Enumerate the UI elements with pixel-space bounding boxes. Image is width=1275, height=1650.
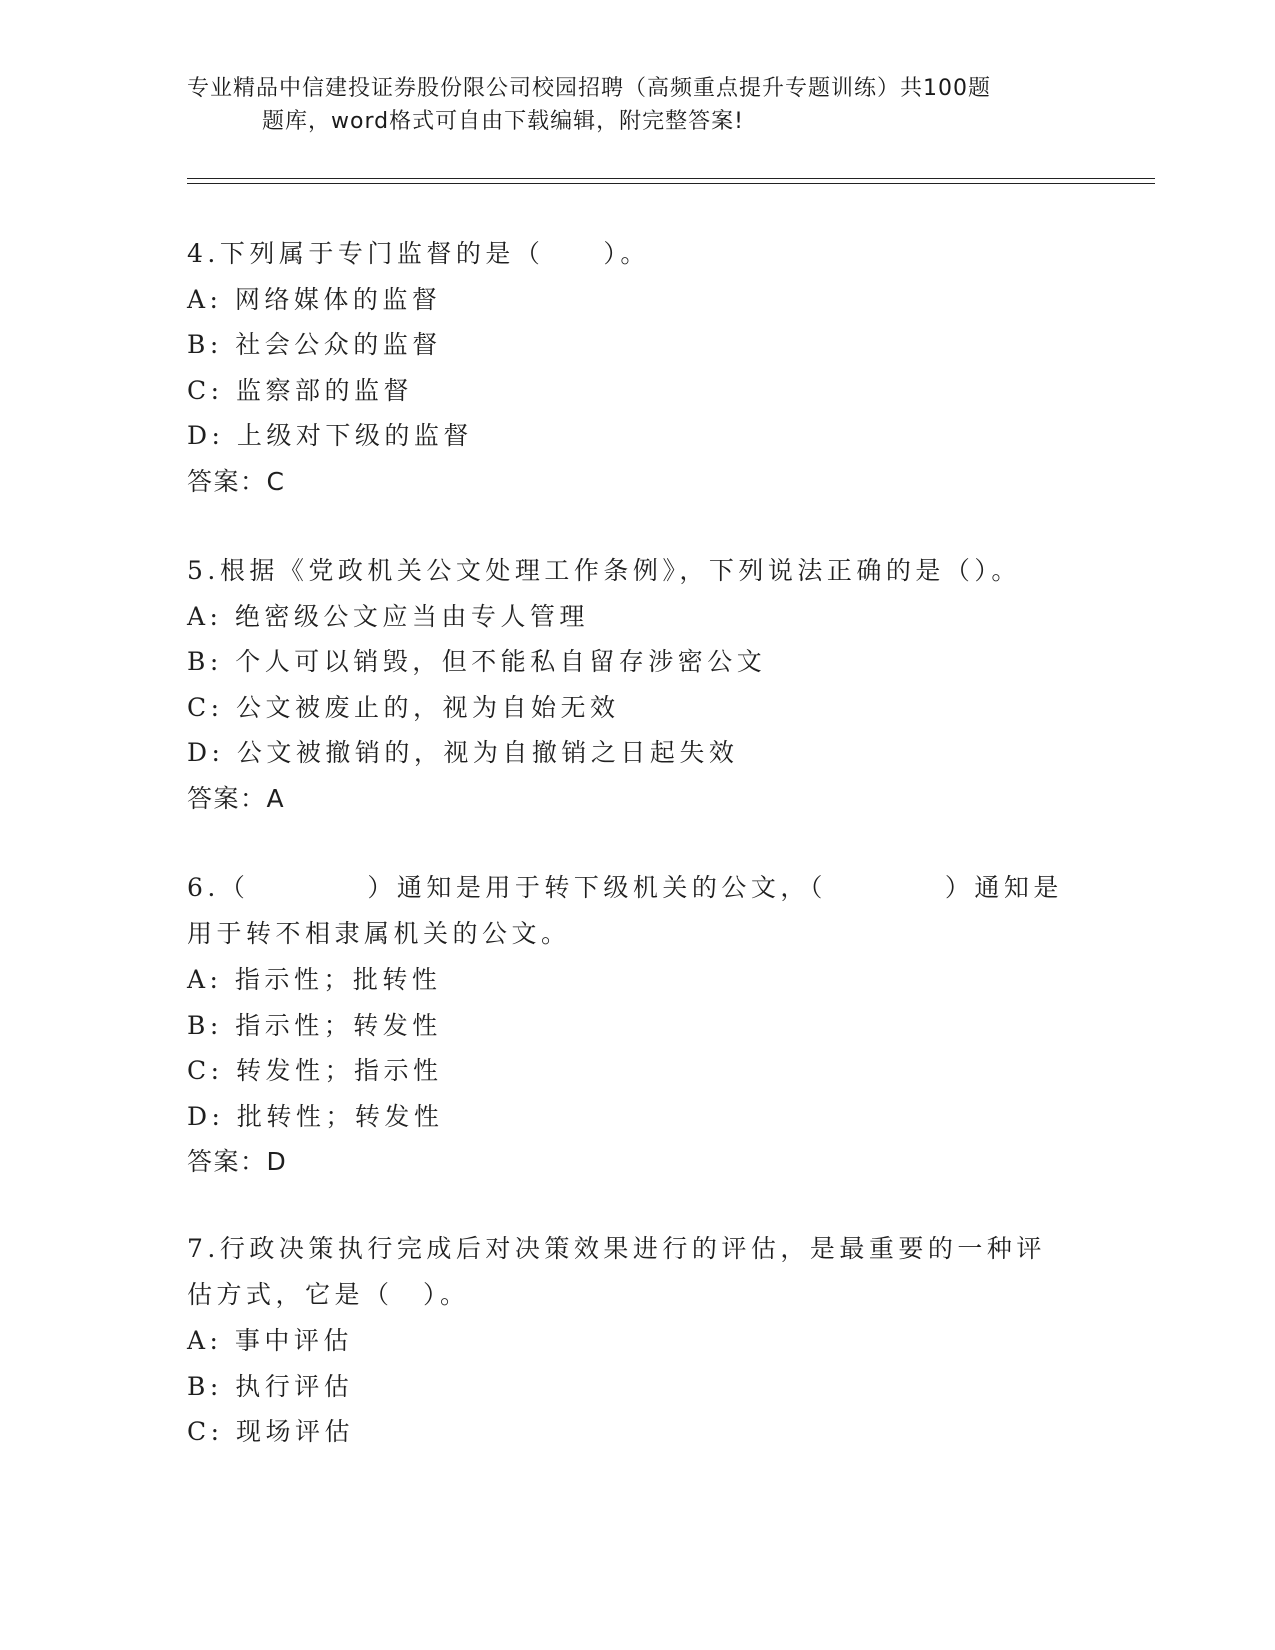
- option-d: D: 批转性；转发性: [187, 1101, 444, 1131]
- question-stem: 6.（ ）通知是用于转下级机关的公文，（ ）通知是用于转不相隶属机关的公文。: [187, 873, 1063, 948]
- option-a: A: 网络媒体的监督: [187, 284, 442, 314]
- option-b: B: 个人可以销毁，但不能私自留存涉密公文: [187, 647, 767, 677]
- header-divider-top: [187, 178, 1155, 179]
- option-c: C: 监察部的监督: [187, 375, 413, 405]
- option-d: D: 上级对下级的监督: [187, 421, 473, 451]
- header-divider-bottom: [187, 183, 1155, 184]
- question-5: [187, 548, 1067, 822]
- question-6: [187, 865, 1067, 1185]
- question-stem: 4.下列属于专门监督的是（ ）。: [187, 239, 650, 268]
- option-b: B: 社会公众的监督: [187, 330, 442, 360]
- question-stem: 7.行政决策执行完成后对决策效果进行的评估，是最重要的一种评估方式，它是（ ）。: [187, 1234, 1046, 1309]
- header-title-line2: 题库，word格式可自由下载编辑，附完整答案!: [262, 109, 744, 134]
- option-d: D: 公文被撤销的，视为自撤销之日起失效: [187, 738, 739, 768]
- answer: 答案：A: [187, 783, 286, 813]
- option-b: B: 指示性；转发性: [187, 1010, 442, 1040]
- question-7: [187, 1226, 1067, 1455]
- answer: 答案：D: [187, 1147, 288, 1177]
- option-a: A: 事中评估: [187, 1326, 353, 1355]
- option-c: C: 转发性；指示性: [187, 1056, 443, 1086]
- document-header: [187, 72, 1087, 138]
- question-4: [187, 231, 1067, 505]
- option-a: A: 绝密级公文应当由专人管理: [187, 601, 589, 631]
- option-c: C: 现场评估: [187, 1417, 354, 1447]
- option-a: A: 指示性；批转性: [187, 965, 442, 994]
- option-b: B: 执行评估: [187, 1371, 354, 1401]
- answer: 答案：C: [187, 466, 286, 496]
- option-c: C: 公文被废止的，视为自始无效: [187, 692, 620, 722]
- header-title-line1: 专业精品中信建投证券股份限公司校园招聘（高频重点提升专题训练）共100题: [187, 76, 991, 101]
- question-stem: 5.根据《党政机关公文处理工作条例》，下列说法正确的是（）。: [187, 556, 1021, 585]
